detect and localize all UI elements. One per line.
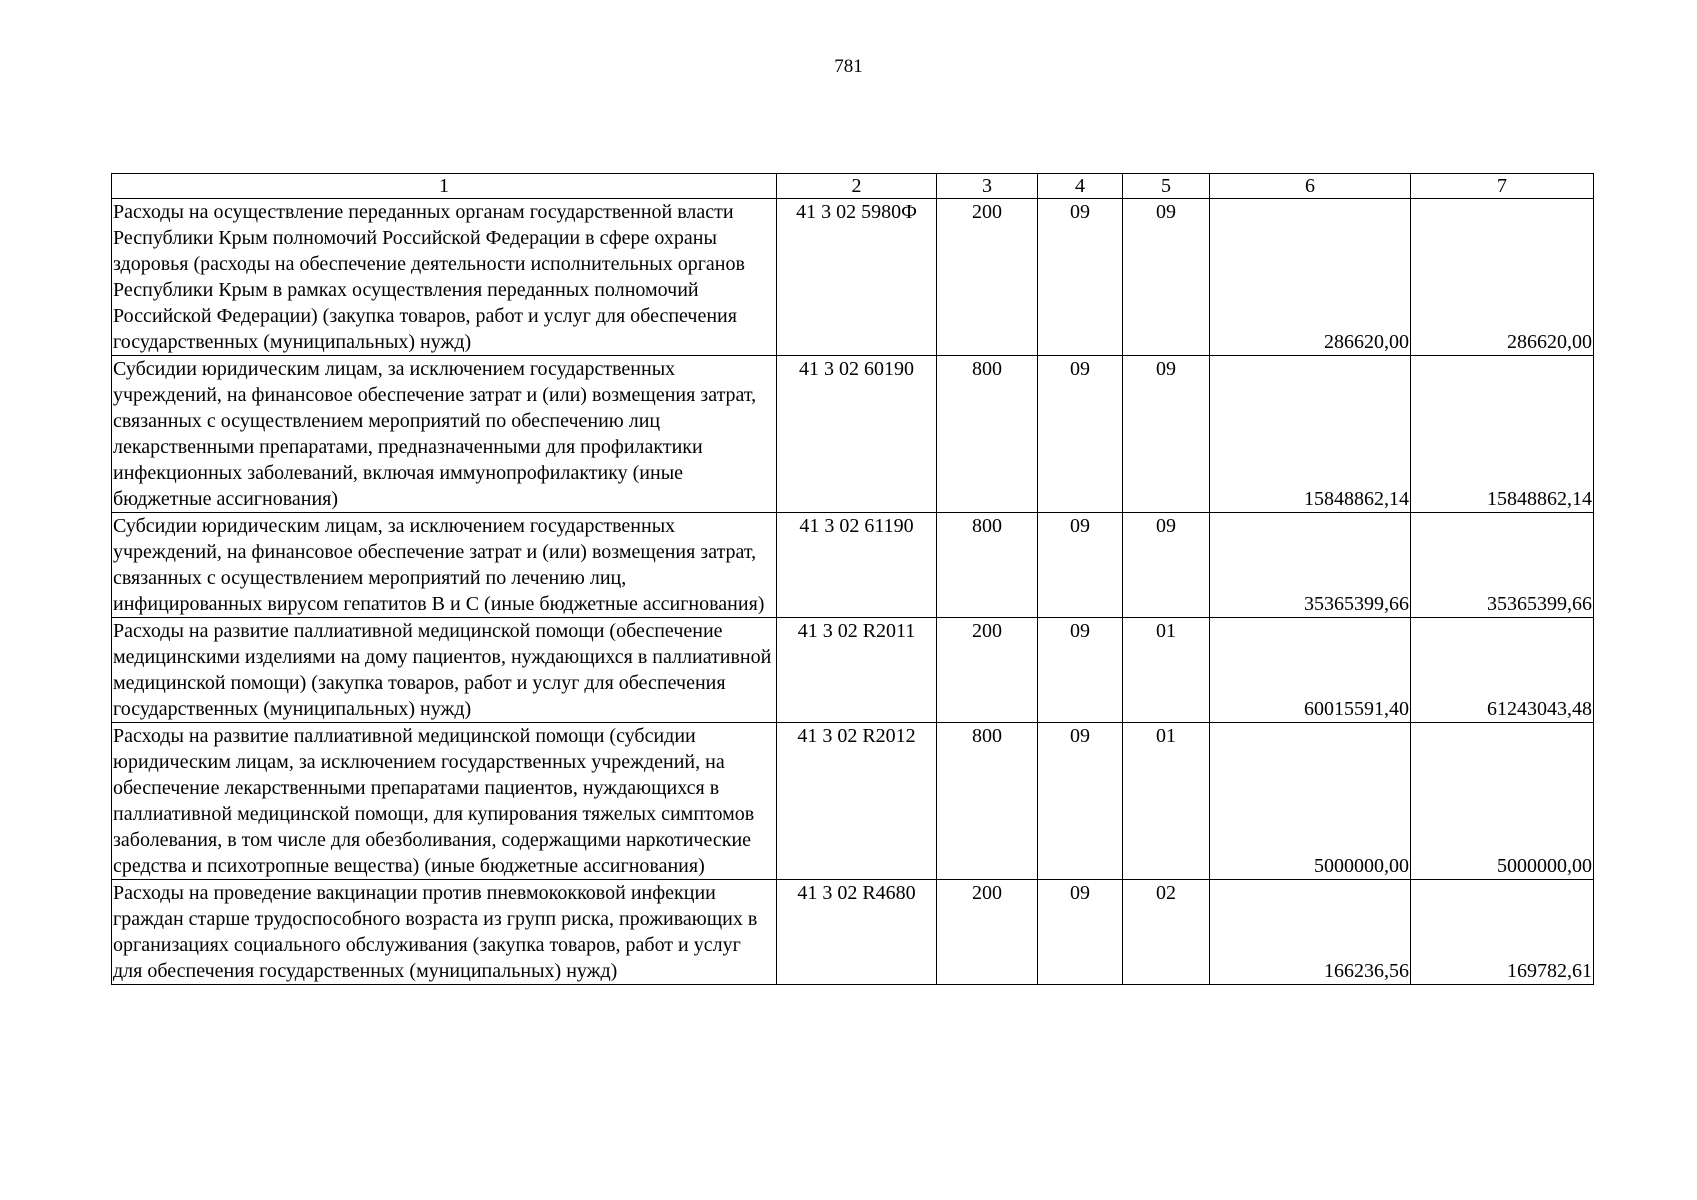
amount-year-2: 15848862,14 [1411,356,1594,513]
column-header: 6 [1210,174,1411,199]
column-header: 7 [1411,174,1594,199]
amount-year-2: 35365399,66 [1411,513,1594,618]
subsection-code: 01 [1123,723,1210,880]
table-row [112,513,1594,618]
expense-description: Субсидии юридическим лицам, за исключением государственных учреждений, на финансовое обеспечение затрат и (или) возмещения затрат, связанных с осуществлением мероприятий по лечению лиц, инфицированных вирусом гепатитов В и С (иные бюджетные ассигнования) [112,513,777,618]
expense-type-code: 800 [937,513,1038,618]
target-article-code: 41 3 02 61190 [777,513,937,618]
table-row [112,199,1594,356]
amount-year-1: 15848862,14 [1210,356,1411,513]
budget-table [111,173,1594,985]
amount-year-2: 61243043,48 [1411,618,1594,723]
table-row [112,880,1594,985]
target-article-code: 41 3 02 R4680 [777,880,937,985]
expense-description: Расходы на развитие паллиативной медицинской помощи (обеспечение медицинскими изделиями на дому пациентов, нуждающихся в паллиативной медицинской помощи) (закупка товаров, работ и услуг для обеспечения государственных (муниципальных) нужд) [112,618,777,723]
column-header: 4 [1038,174,1123,199]
amount-year-1: 5000000,00 [1210,723,1411,880]
target-article-code: 41 3 02 5980Ф [777,199,937,356]
subsection-code: 09 [1123,356,1210,513]
target-article-code: 41 3 02 60190 [777,356,937,513]
section-code: 09 [1038,199,1123,356]
target-article-code: 41 3 02 R2012 [777,723,937,880]
amount-year-1: 35365399,66 [1210,513,1411,618]
amount-year-2: 169782,61 [1411,880,1594,985]
expense-type-code: 800 [937,356,1038,513]
expense-description: Расходы на развитие паллиативной медицинской помощи (субсидии юридическим лицам, за исключением государственных учреждений, на обеспечение лекарственными препаратами пациентов, нуждающихся в паллиативной медицинской помощи, для купирования тяжелых симптомов заболевания, в том числе для обезболивания, содержащими наркотические средства и психотропные вещества) (иные бюджетные ассигнования) [112,723,777,880]
section-code: 09 [1038,880,1123,985]
subsection-code: 02 [1123,880,1210,985]
section-code: 09 [1038,356,1123,513]
expense-type-code: 800 [937,723,1038,880]
table-row [112,618,1594,723]
subsection-code: 09 [1123,513,1210,618]
column-header: 5 [1123,174,1210,199]
amount-year-2: 286620,00 [1411,199,1594,356]
expense-type-code: 200 [937,199,1038,356]
expense-description: Расходы на осуществление переданных органам государственной власти Республики Крым полномочий Российской Федерации в сфере охраны здоровья (расходы на обеспечение деятельности исполнительных органов Республики Крым в рамках осуществления переданных полномочий Российской Федерации) (закупка товаров, работ и услуг для обеспечения государственных (муниципальных) нужд) [112,199,777,356]
amount-year-1: 286620,00 [1210,199,1411,356]
column-header: 2 [777,174,937,199]
amount-year-1: 166236,56 [1210,880,1411,985]
column-header: 1 [112,174,777,199]
amount-year-2: 5000000,00 [1411,723,1594,880]
subsection-code: 01 [1123,618,1210,723]
section-code: 09 [1038,618,1123,723]
amount-year-1: 60015591,40 [1210,618,1411,723]
target-article-code: 41 3 02 R2011 [777,618,937,723]
expense-type-code: 200 [937,618,1038,723]
subsection-code: 09 [1123,199,1210,356]
section-code: 09 [1038,513,1123,618]
section-code: 09 [1038,723,1123,880]
table-row [112,723,1594,880]
expense-type-code: 200 [937,880,1038,985]
expense-description: Субсидии юридическим лицам, за исключением государственных учреждений, на финансовое обеспечение затрат и (или) возмещения затрат, связанных с осуществлением мероприятий по обеспечению лиц лекарственными препаратами, предназначенными для профилактики инфекционных заболеваний, включая иммунопрофилактику (иные бюджетные ассигнования) [112,356,777,513]
table-row [112,356,1594,513]
expense-description: Расходы на проведение вакцинации против пневмококковой инфекции граждан старше трудоспособного возраста из групп риска, проживающих в организациях социального обслуживания (закупка товаров, работ и услуг для обеспечения государственных (муниципальных) нужд) [112,880,777,985]
column-header: 3 [937,174,1038,199]
table-header-row [112,174,1594,199]
page-number: 781 [834,56,863,77]
